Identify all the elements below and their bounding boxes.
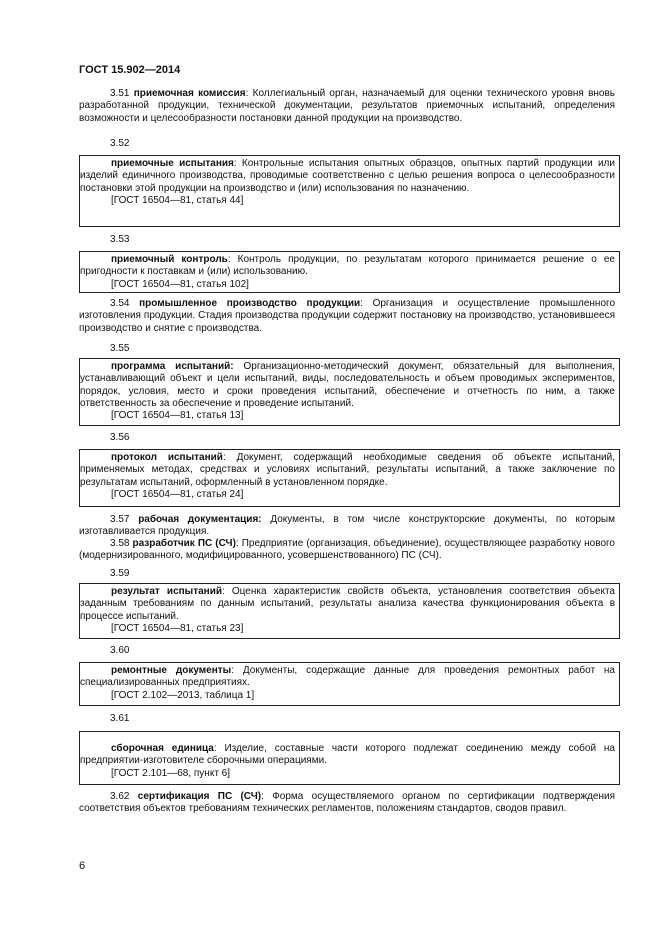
entry-number: 3.53 bbox=[110, 234, 130, 245]
entry-definition: Документы, в том числе конструкторские документы, по которым изготавливается продукция. bbox=[79, 514, 615, 538]
entry-term: сборочная единица bbox=[111, 743, 214, 754]
entry-3-53 bbox=[79, 251, 620, 293]
entry-definition: : Форма осуществляемого органом по сертификации подтверждения соответствия объектов требованиям технических регламентов, положениям стандартов, сводов правил. bbox=[79, 791, 616, 815]
entry-3-59 bbox=[79, 583, 620, 639]
entry-3-62 bbox=[79, 791, 615, 816]
entry-3-61 bbox=[79, 731, 620, 785]
entry-definition: : Документ, содержащий необходимые сведения об объекте испытаний, применяемых методах, средствах и условиях испытаний, результаты испытаний, а также заключение по результатам испытаний, оформленный в установленном порядке. bbox=[80, 452, 615, 488]
entry-term: рабочая документация: bbox=[138, 514, 262, 525]
entry-definition: : Коллегиальный орган, назначаемый для оценки технического уровня вновь разработанной продукции, технической документации, результатов приемочных испытаний, определения возможности и целесообразности постановки данной продукции на производство. bbox=[79, 88, 615, 124]
entry-definition: : Организация и осуществление промышленного изготовления продукции. Стадия производства продукции содержит постановку на производство, установившееся производство и снятие с производства. bbox=[79, 298, 616, 334]
entry-number: 3.62 bbox=[110, 791, 130, 802]
page-number: 6 bbox=[79, 860, 86, 872]
entry-number: 3.51 bbox=[110, 88, 130, 99]
entry-3-56 bbox=[79, 449, 620, 507]
entry-term: приемочные испытания bbox=[111, 158, 234, 169]
entry-definition: : Контрольные испытания опытных образцов, опытных партий продукции или изделий единичного производства, проводимые соответственно с целью решения вопроса о целесообразности постановки этой продукции на производство и (или) использования по назначению. bbox=[80, 158, 615, 194]
entry-term: промышленное производство продукции bbox=[139, 298, 361, 309]
entry-term: сертификация ПС (СЧ) bbox=[137, 791, 262, 802]
entry-number: 3.55 bbox=[110, 343, 130, 354]
entry-number: 3.54 bbox=[110, 298, 130, 309]
entry-3-54 bbox=[79, 298, 615, 335]
entry-3-52 bbox=[79, 155, 620, 227]
entry-number: 3.57 bbox=[110, 514, 130, 525]
entry-number: 3.60 bbox=[110, 645, 130, 656]
entry-source: [ГОСТ 16504—81, статья 23] bbox=[111, 622, 244, 634]
entry-definition: Организационно-методический документ, обязательный для выполнения, устанавливающий объект и цели испытаний, виды, последовательность и объем проводимых экспериментов, порядок, условия, место и сроки проведения испытаний, обеспечение и отчетность по ним, а также ответственность за обеспечение и проведение испытаний. bbox=[80, 361, 615, 409]
entry-definition: : Контроль продукции, по результатам которого принимается решение о ее пригодности к поставкам и (или) использованию. bbox=[80, 254, 615, 278]
entry-3-60 bbox=[79, 662, 620, 706]
entry-3-57 bbox=[79, 514, 615, 539]
entry-term: протокол испытаний bbox=[111, 452, 223, 463]
entry-number: 3.61 bbox=[110, 713, 130, 724]
entry-term: программа испытаний: bbox=[111, 361, 234, 372]
entry-3-51 bbox=[79, 88, 615, 125]
entry-definition: : Оценка характеристик свойств объекта, установления соответствия объекта заданным требованиям по данным испытаний, результаты анализа качества функционирования объекта в процессе испытаний. bbox=[80, 586, 615, 622]
entry-source: [ГОСТ 16504—81, статья 24] bbox=[111, 488, 244, 500]
entry-definition: : Предприятие (организация, объединение), осуществляющее разработку нового (модернизированного, модифицированного, усовершенствованного) ПС (СЧ). bbox=[79, 538, 615, 562]
entry-definition: : Изделие, составные части которого подлежат соединению между собой на предприятии-изготовителе сборочными операциями. bbox=[80, 743, 615, 767]
entry-term: приемочная комиссия bbox=[133, 88, 246, 99]
entry-number: 3.59 bbox=[110, 568, 130, 579]
entry-source: [ГОСТ 2.102—2013, таблица 1] bbox=[111, 689, 255, 701]
entry-term: приемочный контроль bbox=[111, 254, 228, 265]
entry-term: результат испытаний bbox=[111, 586, 222, 597]
entry-3-58 bbox=[79, 538, 615, 563]
entry-number: 3.56 bbox=[110, 432, 130, 443]
entry-source: [ГОСТ 16504—81, статья 13] bbox=[111, 410, 244, 422]
entry-term: разработчик ПС (СЧ) bbox=[132, 538, 236, 549]
entry-number: 3.52 bbox=[110, 138, 130, 149]
entry-source: [ГОСТ 16504—81, статья 44] bbox=[111, 194, 244, 206]
entry-term: ремонтные документы bbox=[111, 665, 232, 676]
entry-definition: : Документы, содержащие данные для проведения ремонтных работ на специализированных предприятиях. bbox=[80, 665, 615, 689]
entry-source: [ГОСТ 16504—81, статья 102] bbox=[111, 278, 249, 290]
standard-header: ГОСТ 15.902—2014 bbox=[79, 64, 181, 76]
entry-3-55 bbox=[79, 358, 620, 426]
entry-source: [ГОСТ 2.101—68, пункт 6] bbox=[111, 767, 231, 779]
entry-number: 3.58 bbox=[110, 538, 130, 549]
